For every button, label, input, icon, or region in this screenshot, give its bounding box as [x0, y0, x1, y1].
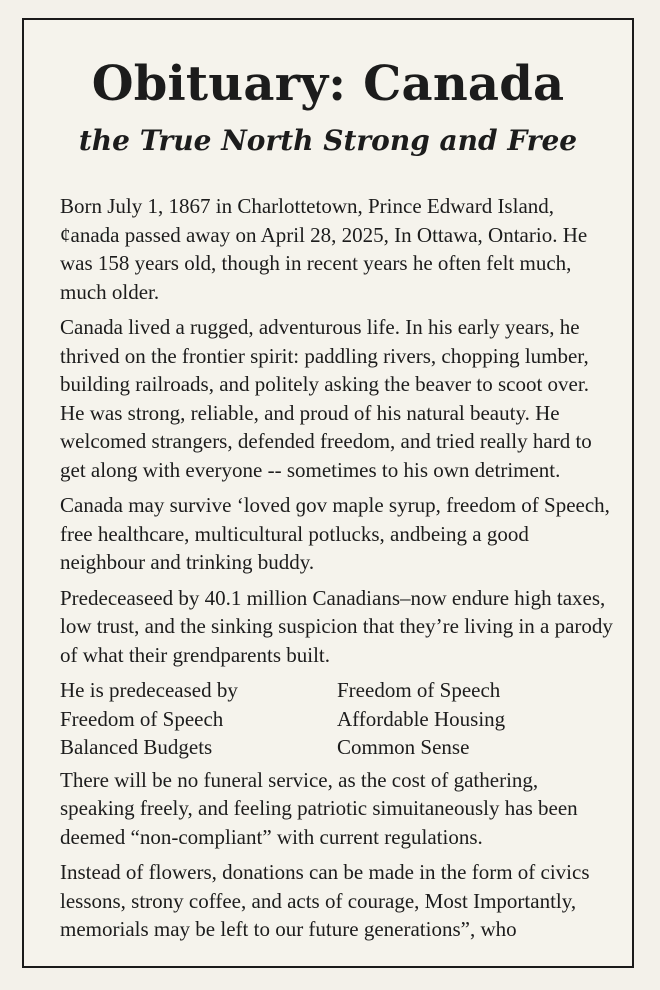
predeceased-list-left: [60, 676, 337, 762]
page-subtitle: the True North Strong and Free: [78, 124, 578, 157]
obituary-frame: [22, 18, 634, 968]
list-item: Freedom of Speech: [60, 706, 224, 731]
list-item: Common Sense: [337, 735, 470, 759]
list-item: Freedom of Speech: [337, 678, 501, 702]
list-item: He is predeceased by: [60, 678, 238, 702]
paragraph-survived: Canada may survive ‘loved ɡov maple syrup, freedom of Speech, free healthcare, multicultural potlucks, andbeing a good neighbour and trinking buddy.: [60, 493, 610, 574]
predeceased-list-right: [337, 676, 614, 762]
page-title: Obituary: Canada: [91, 56, 565, 112]
list-item: Affordable Housing: [337, 706, 506, 731]
paragraph-funeral: There will be no funeral service, as the cost of gathering, speaking freely, and feeling patriotic simuitaneously has been deemed “non-compliant” with current regulations.: [60, 767, 578, 849]
paragraph-predeceased-canadians: Predeceaseed by 40.1 million Canadians–now endure high taxes, low trust, and the sinking suspicion that they’re living in a parody of what their grendparents built.: [60, 585, 613, 667]
list-item: Balanced Budgets: [60, 735, 213, 759]
obituary-body: [60, 192, 614, 951]
predeceased-list: [60, 676, 614, 762]
paragraph-birth: Born July 1, 1867 in Charlottetown, Prince Edward Island, ȼanada passed away on April 28, 2025, In Ottawa, Ontario. He was 158 years old, though in recent years he often felt much, much older.: [60, 194, 588, 304]
paragraph-donations: Instead of flowers, donations can be made in the form of civics lessons, strony coffee, and acts of courage, Most Importantly, memorials may be left to our future generations”, who: [60, 860, 590, 941]
paragraph-life: Canada lived a rugged, adventurous life. In his early years, he thrived on the frontier spirit: paddling rivers, chopping lumber, building railroads, and politely asking the beaver to scoot over. He was strong, reliable, and proud of his natural beauty. He welcomed strangers, defended freedom, and tried really hard to get along with everyone -- sometimes to his own detriment.: [60, 315, 592, 482]
